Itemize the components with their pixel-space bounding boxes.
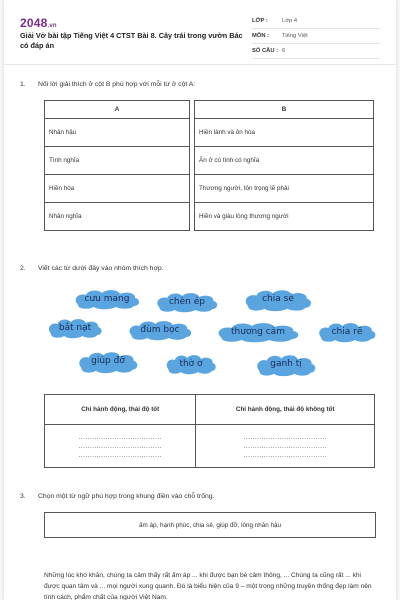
word-label: chia rẽ [331,327,363,337]
word-cloud [46,317,104,339]
column-a-header: A [45,101,190,119]
column-a-table [44,100,190,231]
column-b-cell: Thương người, tôn trọng lẽ phải [195,175,374,203]
column-b-header: B [195,101,374,119]
site-logo[interactable] [20,16,57,30]
word-cloud [316,321,378,343]
word-cloud [126,319,194,341]
meta-info [252,14,380,59]
word-cloud-area [46,285,378,380]
meta-key: MÔN : [252,33,270,39]
word-label: ganh tị [270,359,302,369]
question-number: 1. [20,81,26,88]
meta-row-count [252,44,380,59]
bad-actions-answer[interactable] [196,425,375,468]
word-cloud [254,353,318,375]
meta-value: Tiếng Việt [282,33,308,39]
word-label: đùm bọc [140,325,180,335]
answer-blanks: ..................................... ..................................... ..................................... [243,433,327,459]
word-label: thương cảm [231,327,285,337]
question-text: Chọn một từ ngữ phù hợp trong khung điền vào chỗ trống. [38,493,215,500]
word-cloud [154,291,220,313]
bad-actions-header: Chỉ hành động, thái độ không tốt [196,395,375,425]
column-b-cell: Ăn ở có tình có nghĩa [195,147,374,175]
word-cloud [214,321,302,343]
meta-row-subject [252,29,380,44]
column-a-cell: Nhân hậu [45,119,190,147]
question-text: Nối lời giải thích ở cột B phù hợp với mỗi từ ở cột A: [38,81,196,88]
meta-key: LỚP : [252,18,268,24]
column-a-cell: Nhân nghĩa [45,203,190,231]
meta-value: Lớp 4 [282,18,298,24]
meta-value: 6 [282,48,286,54]
question-1 [20,81,195,88]
answer-blanks: ..................................... ..................................... ..................................... [78,433,162,459]
column-b-cell: Hiền và giàu lòng thương người [195,203,374,231]
question-text: Viết các từ dưới đây vào nhóm thích hợp. [38,265,164,272]
meta-row-grade [252,14,380,29]
word-cloud [72,288,142,310]
word-cloud [164,353,218,375]
word-cloud [242,288,314,310]
good-actions-answer[interactable] [45,425,196,468]
question-3 [20,493,214,500]
column-a-cell: Tình nghĩa [45,147,190,175]
word-bank-box: ấm áp, hạnh phúc, chia sẻ, giúp đỡ, lòng nhân hậu [44,512,376,538]
word-label: chia sẻ [262,294,294,304]
meta-key: SỐ CÂU : [252,48,279,54]
fill-in-paragraph: Những lúc khó khăn, chúng ta cảm thấy rất ấm áp ... khi được bạn bè cảm thông, ... Chúng ta cũng rất ... khi được quan tâm và ... mọi người xung quanh. Đó là biểu hiện của 9 – một trong những truyền thống đẹp làm nên tính cách, phẩm chất của người Việt Nam. [44,572,372,600]
word-cloud [76,350,140,372]
logo-text: 2048 [20,16,48,30]
classification-table [44,394,375,468]
good-actions-header: Chỉ hành động, thái độ tốt [45,395,196,425]
word-label: cưu mang [84,294,130,304]
question-number: 3. [20,493,26,500]
page-title: Giải Vở bài tập Tiếng Việt 4 CTST Bài 8. Cây trái trong vườn Bác có đáp án [20,31,243,50]
worksheet-page [4,0,396,600]
word-label: thờ ơ [179,359,203,369]
question-2 [20,265,164,272]
question-number: 2. [20,265,26,272]
word-label: bắt nạt [58,323,92,333]
column-b-cell: Hiền lành và ôn hòa [195,119,374,147]
column-a-cell: Hiền hòa [45,175,190,203]
logo-suffix: .vn [47,23,57,29]
column-b-table [194,100,374,231]
word-label: chèn ép [168,297,205,307]
page-header [4,0,396,65]
word-label: giúp đỡ [91,356,125,366]
